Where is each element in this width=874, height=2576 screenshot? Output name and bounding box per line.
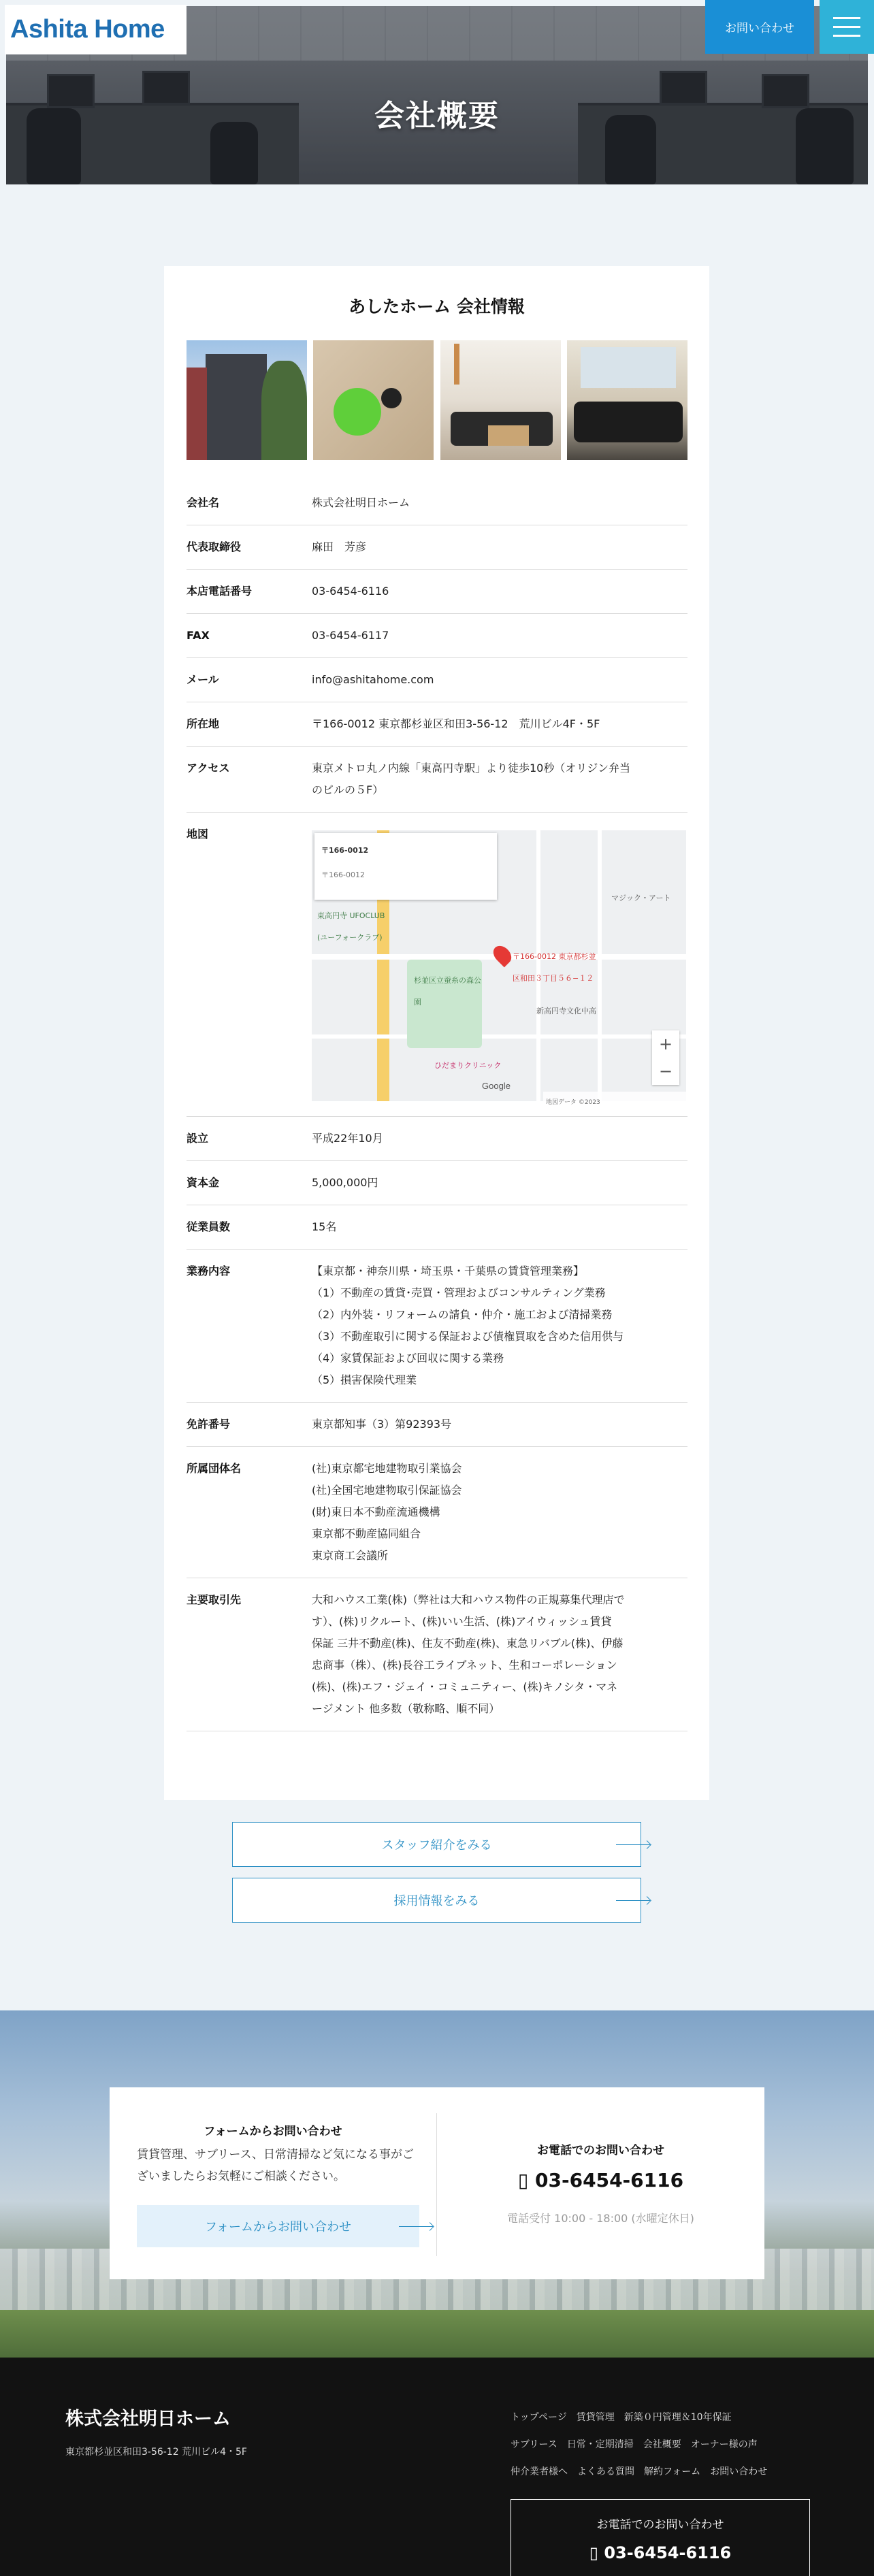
form-contact-panel	[110, 2087, 436, 2279]
row-value-line: (社)全国宅地建物取引保証協会	[312, 1484, 462, 1497]
footer-phone-text: 03-6454-6116	[604, 2543, 732, 2562]
row-value-line: 株式会社明日ホーム	[312, 496, 410, 509]
row-value-line: （4）家賃保証および回収に関する業務	[312, 1352, 504, 1365]
row-value-line: 東京都不動産協同組合	[312, 1527, 421, 1540]
row-value	[312, 757, 687, 801]
footer-phone-number	[511, 2543, 809, 2562]
phone-contact-heading: お電話でのお問い合わせ	[537, 2144, 664, 2157]
row-value-line: 03-6454-6117	[312, 629, 389, 642]
row-label: アクセス	[187, 762, 230, 775]
site-logo[interactable]: Ashita Home	[5, 5, 187, 54]
row-value-line: 東京都知事（3）第92393号	[312, 1418, 452, 1431]
table-row	[187, 1578, 687, 1731]
row-value	[312, 1589, 687, 1720]
google-logo: Google	[482, 1081, 511, 1091]
row-value-line: 麻田 芳彦	[312, 540, 367, 553]
footer-nav-link[interactable]: 新築０円管理＆10年保証	[624, 2412, 732, 2423]
table-row	[187, 702, 687, 747]
table-row	[187, 1403, 687, 1447]
row-value-line: （1）不動産の賃貸･売買・管理およびコンサルティング業務	[312, 1286, 606, 1299]
phone-hours: 電話受付 10:00 - 18:00 (水曜定休日)	[507, 2212, 694, 2225]
table-row	[187, 614, 687, 658]
table-row	[187, 481, 687, 525]
row-value-line: 東京商工会議所	[312, 1549, 389, 1562]
table-row	[187, 1161, 687, 1205]
row-value-line: 5,000,000円	[312, 1176, 378, 1189]
map-place-label: 東高円寺 UFOCLUB (ユーフォークラブ)	[317, 911, 385, 942]
row-label: 免許番号	[187, 1418, 231, 1431]
row-value-line: 03-6454-6116	[312, 585, 389, 598]
phone-icon: ▯	[517, 2169, 536, 2191]
table-row	[187, 1250, 687, 1403]
row-value-line: 15名	[312, 1220, 337, 1233]
row-value-line: （2）内外装・リフォームの請負・仲介・施工および清掃業務	[312, 1308, 613, 1321]
phone-number[interactable]	[437, 2169, 764, 2191]
row-value-line: （5）損害保険代理業	[312, 1373, 417, 1386]
row-label: 所在地	[187, 717, 220, 730]
row-value	[312, 824, 687, 1105]
arrow-right-icon	[616, 1844, 650, 1845]
table-row	[187, 1447, 687, 1578]
google-map[interactable]	[312, 830, 686, 1106]
footer-nav-link[interactable]: 賃貸管理	[576, 2412, 615, 2423]
row-value-line: のビルの５F）	[312, 783, 384, 796]
arrow-right-icon	[399, 2226, 433, 2227]
row-value	[312, 1458, 687, 1567]
map-info-window[interactable]	[314, 833, 497, 900]
row-label: 代表取締役	[187, 540, 242, 553]
row-label: 地図	[187, 828, 209, 841]
row-value-line: (社)東京都宅地建物取引業協会	[312, 1462, 462, 1475]
row-value	[312, 625, 687, 647]
map-place-label: 新高円寺文化中高	[536, 1007, 596, 1015]
row-value-line: 東京メトロ丸ノ内線「東高円寺駅」より徒歩10秒（オリジン弁当	[312, 762, 630, 775]
row-label: 業務内容	[187, 1265, 231, 1277]
row-value-line: 【東京都・神奈川県・埼玉県・千葉県の賃貸管理業務】	[312, 1265, 585, 1277]
row-value	[312, 669, 687, 691]
row-label: メール	[187, 673, 219, 686]
table-row	[187, 658, 687, 702]
row-value	[312, 1128, 687, 1150]
photo-building	[187, 340, 307, 460]
footer-nav-link[interactable]: オーナー様の声	[690, 2439, 758, 2450]
company-info-title: あしたホーム 会社情報	[349, 297, 525, 316]
contact-card	[110, 2087, 764, 2279]
footer-address: 東京都杉並区和田3-56-12 荒川ビル4・5F	[65, 2447, 247, 2458]
row-label: 本店電話番号	[187, 585, 253, 598]
footer-nav-link[interactable]: お問い合わせ	[710, 2466, 768, 2477]
row-value	[312, 713, 687, 735]
trees-background	[0, 2310, 874, 2358]
map-zoom-control	[652, 1030, 679, 1085]
form-contact-heading: フォームからお問い合わせ	[204, 2125, 342, 2138]
table-row	[187, 747, 687, 813]
contact-button[interactable]: お問い合わせ	[705, 0, 814, 54]
row-value-line: (株)、(株)エフ・ジェイ・コミュニティー、(株)キノシタ・マネ	[312, 1680, 618, 1693]
row-value	[312, 492, 687, 514]
footer-company-name: 株式会社明日ホーム	[65, 2409, 231, 2430]
zoom-out-button[interactable]: −	[658, 1062, 673, 1081]
phone-icon: ▯	[589, 2543, 604, 2562]
arrow-right-icon	[616, 1900, 650, 1901]
zoom-in-button[interactable]: +	[658, 1034, 673, 1054]
footer-nav-link[interactable]: 会社概要	[643, 2439, 681, 2450]
row-value	[312, 536, 687, 558]
row-label: 設立	[187, 1132, 209, 1145]
photo-sofa	[567, 340, 687, 460]
map-place-label: 杉並区立蚕糸の森公園	[414, 976, 481, 1007]
footer-phone-heading: お電話でのお問い合わせ	[596, 2518, 724, 2532]
menu-bar	[833, 17, 860, 19]
hamburger-menu-button[interactable]	[820, 0, 874, 54]
page-title: 会社概要	[374, 99, 500, 133]
photo-lounge	[440, 340, 561, 460]
row-label: 会社名	[187, 496, 220, 509]
footer-nav-link[interactable]: 仲介業者様へ	[511, 2466, 568, 2477]
map-pin-label: 〒166-0012 東京都杉並区和田３丁目５６−１２	[513, 952, 596, 983]
form-contact-button-label: フォームからお問い合わせ	[204, 2220, 352, 2234]
row-value	[312, 1172, 687, 1194]
map-pin-icon[interactable]	[490, 943, 515, 968]
footer-nav-link[interactable]: よくある質問	[577, 2466, 634, 2477]
row-value	[312, 1216, 687, 1238]
row-value-line: 平成22年10月	[312, 1132, 383, 1145]
row-value-line: （3）不動産取引に関する保証および債権買取を含めた信用供与	[312, 1330, 624, 1343]
row-label: 資本金	[187, 1176, 220, 1189]
menu-bar	[833, 26, 860, 28]
footer-nav-link[interactable]: 日常・定期清掃	[566, 2439, 634, 2450]
menu-bar	[833, 35, 860, 37]
staff-link-button[interactable]	[232, 1822, 641, 1867]
map-place-label: マジック・アート	[611, 894, 671, 902]
recruit-link-label: 採用情報をみる	[393, 1894, 480, 1908]
footer-nav-link[interactable]: トップページ	[511, 2412, 567, 2423]
row-value-line: 〒166-0012 東京都杉並区和田3-56-12 荒川ビル4F・5F	[312, 717, 600, 730]
map-road	[312, 1034, 686, 1039]
table-row	[187, 1117, 687, 1161]
row-value-line: (財)東日本不動産流通機構	[312, 1505, 440, 1518]
photo-logo-wall	[313, 340, 434, 460]
row-value-line: 保証 三井不動産(株)、住友不動産(株)、東急リバブル(株)、伊藤	[312, 1637, 624, 1650]
row-value-line: 忠商事（株）、(株)長谷工ライブネット、生和コーポレーション	[312, 1659, 617, 1672]
map-info-line: 〒166-0012	[321, 870, 365, 879]
form-contact-button[interactable]	[137, 2205, 419, 2247]
row-label: 所属団体名	[187, 1462, 242, 1475]
site-footer	[0, 2358, 874, 2576]
row-value-line: 大和ハウス工業(株)（弊社は大和ハウス物件の正規募集代理店で	[312, 1593, 625, 1606]
footer-phone-box[interactable]	[511, 2499, 810, 2576]
row-value-line: す）、(株)リクルート、(株)いい生活、(株)アイウィッシュ賃貸	[312, 1615, 612, 1628]
row-value	[312, 1260, 687, 1391]
staff-link-label: スタッフ紹介をみる	[381, 1838, 492, 1853]
table-row	[187, 813, 687, 1117]
form-contact-text: 賃貸管理、サブリース、日常清掃など気になる事がございましたらお気軽にご相談ください。	[137, 2148, 414, 2183]
company-info-table	[187, 481, 687, 1731]
contact-section	[0, 2010, 874, 2358]
map-attribution: 地図データ ©2023	[543, 1092, 686, 1101]
table-row	[187, 570, 687, 614]
map-info-title: 〒166-0012	[321, 846, 369, 855]
table-row	[187, 525, 687, 570]
map-place-label: ひだまりクリニック	[434, 1061, 502, 1070]
company-photos	[187, 340, 687, 460]
company-info-card	[164, 266, 709, 1800]
row-value-line: ージメント 他多数（敬称略、順不同）	[312, 1702, 500, 1715]
row-value	[312, 581, 687, 602]
row-value-line: info@ashitahome.com	[312, 673, 434, 686]
row-label: 主要取引先	[187, 1593, 242, 1606]
recruit-link-button[interactable]	[232, 1878, 641, 1923]
table-row	[187, 1205, 687, 1250]
footer-nav-link[interactable]: サブリース	[511, 2439, 557, 2450]
row-label: FAX	[187, 629, 210, 642]
phone-contact-panel	[437, 2087, 764, 2279]
footer-nav-link[interactable]: 解約フォーム	[644, 2466, 701, 2477]
row-label: 従業員数	[187, 1220, 231, 1233]
phone-number-text: 03-6454-6116	[535, 2169, 684, 2191]
footer-nav	[511, 2404, 824, 2485]
row-value	[312, 1414, 687, 1435]
